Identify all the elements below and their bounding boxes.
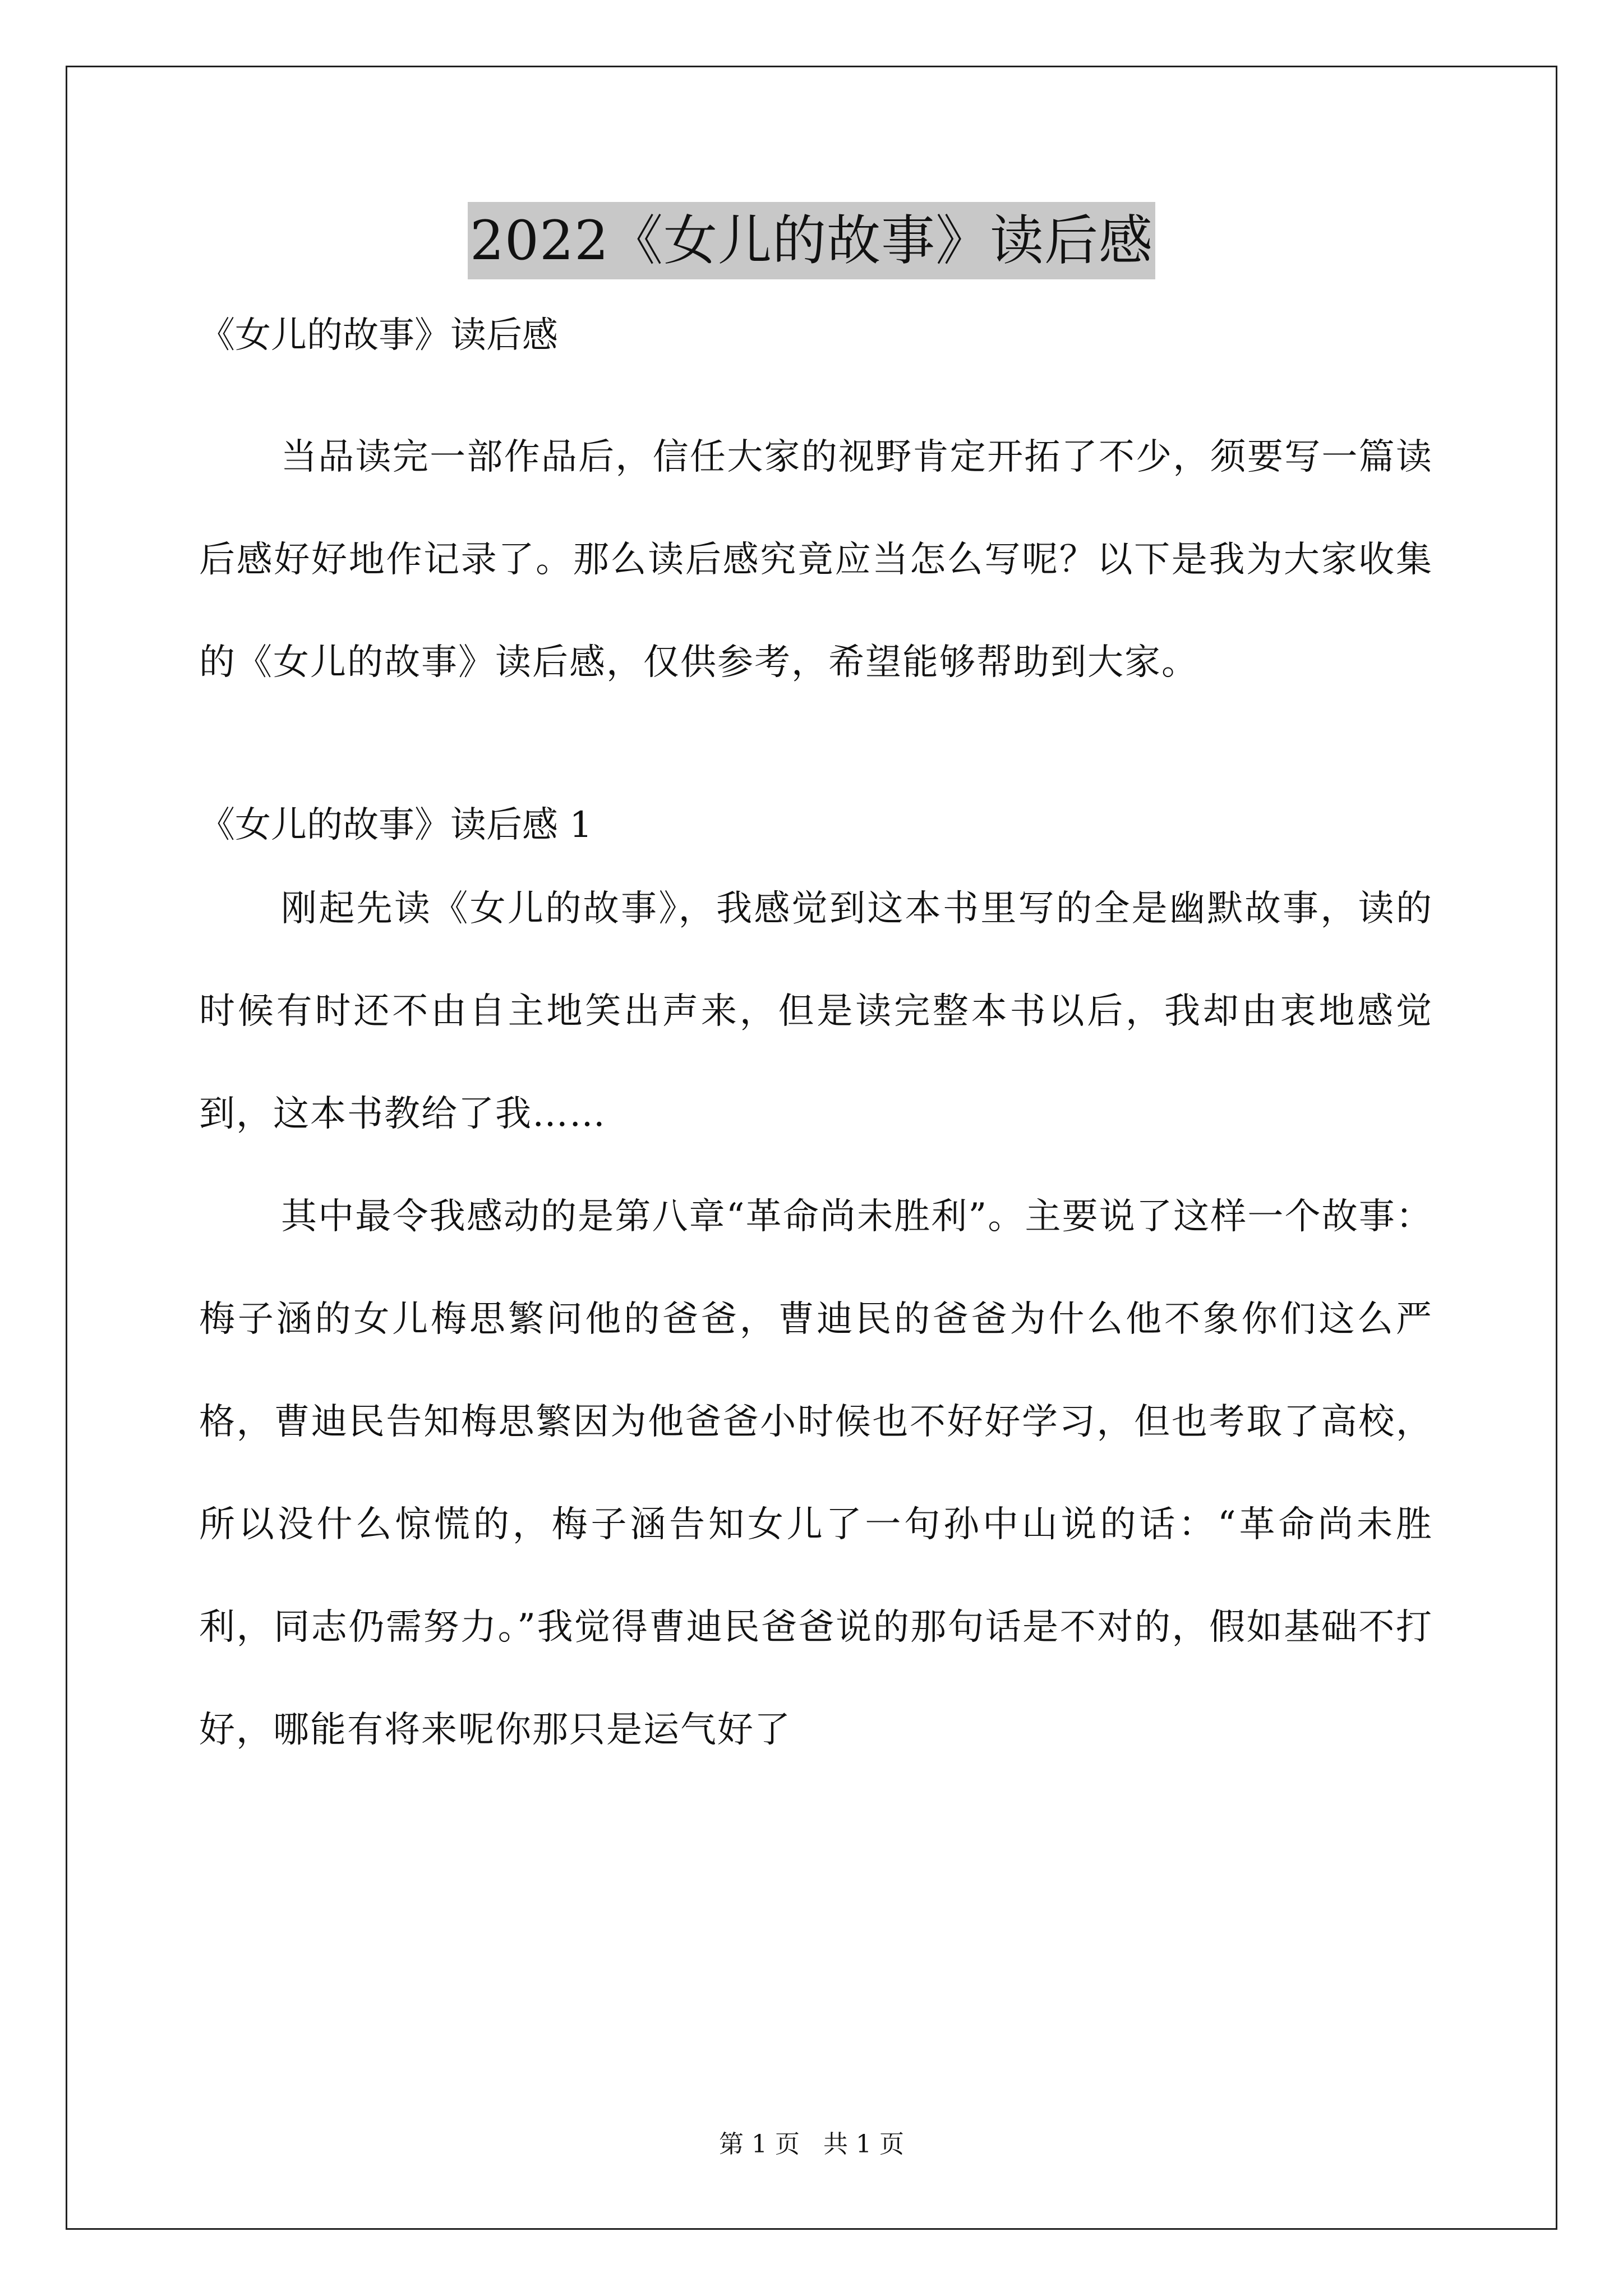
title-container bbox=[0, 202, 1623, 279]
section-paragraph-1: 刚起先读《女儿的故事》，我感觉到这本书里写的全是幽默故事，读的时候有时还不由自主地笑出声来，但是读完整本书以后，我却由衷地感觉到，这本书教给了我…… bbox=[199, 888, 1433, 1135]
page-footer: 第 1 页 共 1 页 bbox=[719, 2130, 904, 2159]
document-title: 2022《女儿的故事》读后感 bbox=[468, 202, 1155, 279]
intro-heading: 《女儿的故事》读后感 bbox=[199, 315, 558, 356]
section-paragraph-2: 其中最令我感动的是第八章“革命尚未胜利”。主要说了这样一个故事：梅子涵的女儿梅思繁问他的爸爸，曹迪民的爸爸为什么他不象你们这么严格，曹迪民告知梅思繁因为他爸爸小时候也不好好学习，但也考取了高校，所以没什么惊慌的，梅子涵告知女儿了一句孙中山说的话：“革命尚未胜利，同志仍需努力。”我觉得曹迪民爸爸说的那句话是不对的，假如基础不打好，哪能有将来呢你那只是运气好了 bbox=[199, 1196, 1433, 1751]
spacer bbox=[199, 846, 1433, 858]
document-body bbox=[199, 314, 1433, 1782]
intro-paragraph: 当品读完一部作品后，信任大家的视野肯定开拓了不少，须要写一篇读后感好好地作记录了。那么读后感究竟应当怎么写呢？以下是我为大家收集的《女儿的故事》读后感，仅供参考，希望能够帮助到大家。 bbox=[199, 436, 1433, 683]
spacer bbox=[199, 714, 1433, 804]
section-heading: 《女儿的故事》读后感 1 bbox=[199, 804, 593, 846]
spacer bbox=[199, 357, 1433, 406]
